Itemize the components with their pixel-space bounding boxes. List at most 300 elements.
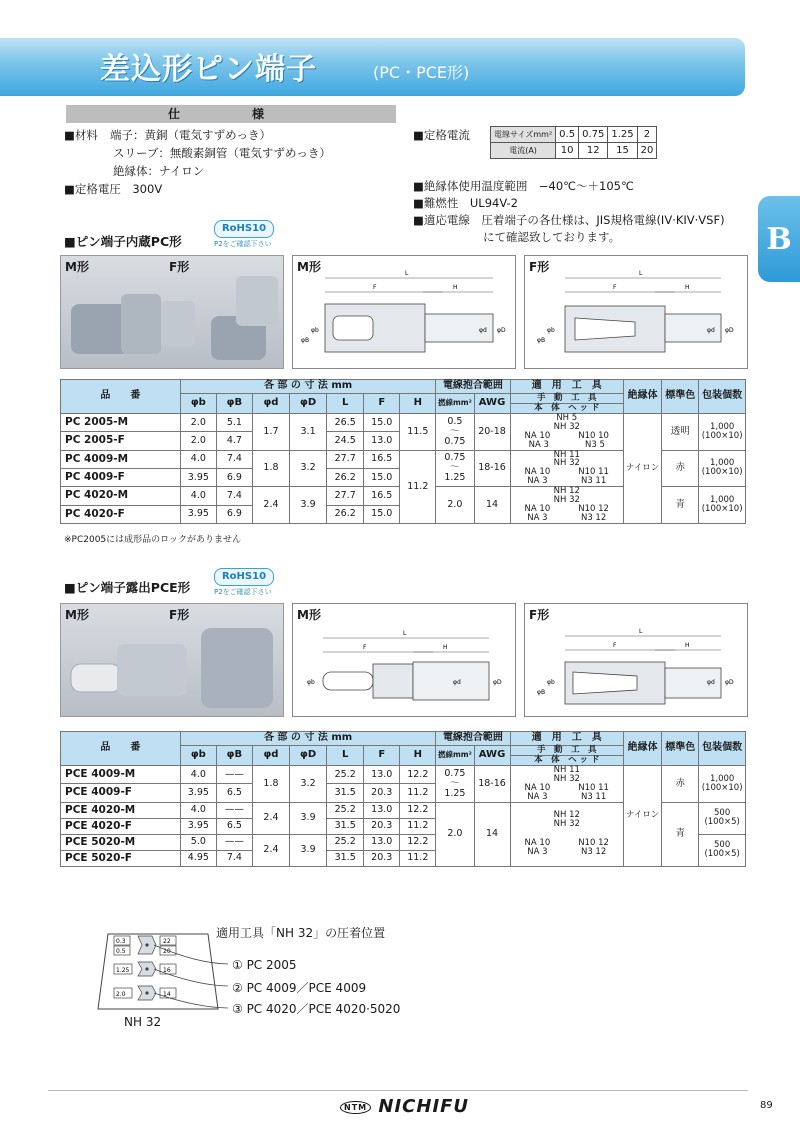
part-number: PCE 5020-M — [61, 834, 181, 850]
pack-breakdown: (100×5) — [704, 849, 740, 860]
cell-phi-D: 3.2 — [290, 765, 327, 802]
pc-m-drawing — [292, 255, 516, 369]
wire-spec-line2: にて確認致しております。 — [483, 230, 621, 244]
th-H: H — [400, 394, 436, 414]
cell-H: 11.2 — [400, 850, 436, 866]
cell-phi-B: 6.9 — [216, 468, 252, 486]
temp-range: ■絶縁体使用温度範囲 −40℃〜＋105℃ — [413, 179, 634, 193]
cell-phi-d: 2.4 — [252, 487, 289, 524]
th-color: 標準色 — [662, 380, 699, 414]
cell-phi-b: 3.95 — [180, 784, 216, 802]
rohs-badge[interactable]: RoHS10 — [214, 568, 274, 586]
pce-f-body — [201, 628, 273, 708]
wire-mm-min: 0.75 — [444, 452, 466, 464]
cell-phi-B: 7.4 — [216, 450, 252, 468]
dim-L: L — [403, 630, 407, 637]
page-number: 89 — [760, 1100, 773, 1111]
wire-mm-tilde: 〜 — [450, 462, 460, 474]
crimp-item: ③ PC 4020／PCE 4020·5020 — [232, 1002, 401, 1016]
tool-body: NA 3 — [528, 439, 549, 450]
die-awg: 22 — [163, 938, 171, 945]
th-color: 標準色 — [662, 732, 699, 766]
die-awg: 20 — [163, 948, 171, 955]
page-subtitle: (PC・PCE形) — [373, 63, 470, 82]
pc-drawing-m-label: M形 — [297, 260, 321, 274]
wire-spec-line1: ■適応電線 圧着端子の各仕様は、JIS規格電線(IV·KIV·VSF) — [413, 213, 725, 227]
tool-body: NA 3 — [527, 791, 548, 802]
th-wire-mm: 撚線mm² — [436, 394, 474, 414]
cell-L: 24.5 — [327, 432, 364, 450]
current-cell: 0.75 — [579, 127, 608, 143]
cell-phi-B: 4.7 — [216, 432, 252, 450]
crimp-tool-name: NH 32 — [124, 1015, 162, 1029]
die-size: 1.25 — [116, 967, 130, 974]
dim-F: F — [613, 284, 617, 291]
pack-count: 1,000 — [709, 773, 735, 784]
cell-wire-mm — [436, 450, 474, 487]
cell-pack — [699, 834, 746, 866]
dim-H: H — [685, 284, 690, 291]
th-insulator: 絶縁体 — [624, 380, 662, 414]
th-body-head: 本 体 ヘ ッ ド — [510, 403, 623, 413]
wire-mm-max: 1.25 — [444, 787, 466, 799]
current-cell: 12 — [579, 143, 608, 159]
dim-phi-D: φD — [725, 679, 734, 686]
cell-wire-mm: 2.0 — [436, 487, 474, 524]
tool-nh: NH 32 — [553, 773, 580, 784]
die-pos-dot-2 — [145, 967, 148, 970]
th-phi-B: φB — [216, 746, 252, 766]
material-sleeve: スリーブ：無酸素銅管（電気すずめっき） — [113, 146, 331, 160]
cell-phi-b: 4.95 — [180, 850, 216, 866]
pack-count: 1,000 — [709, 495, 735, 506]
tool-body: NA 3 — [527, 476, 548, 487]
current-table-head: 電流(A) — [491, 143, 556, 159]
crimp-item: ② PC 4009／PCE 4009 — [232, 981, 367, 995]
cell-phi-b: 2.0 — [180, 432, 216, 450]
pce-m-housing — [373, 664, 413, 698]
rated-voltage: ■定格電圧 300V — [64, 182, 163, 196]
pce-product-photo — [60, 603, 284, 717]
th-pack: 包装個数 — [699, 380, 746, 414]
pc-m-pin — [333, 316, 373, 340]
cell-awg: 14 — [474, 802, 510, 866]
cell-phi-b: 4.0 — [180, 765, 216, 783]
cell-color: 赤 — [662, 450, 699, 487]
dim-L: L — [405, 270, 409, 277]
tool-nh: NH 32 — [553, 421, 580, 432]
pc-m-tip — [161, 301, 195, 347]
pce-photo-f-label: F形 — [169, 608, 190, 622]
tool-nh: NH 12 — [553, 486, 580, 497]
rohs-badge[interactable]: RoHS10 — [214, 220, 274, 238]
pack-count: 1,000 — [709, 458, 735, 469]
spec-heading: 仕 様 — [66, 105, 396, 123]
dim-F: F — [363, 644, 367, 651]
tool-head: N10 10 — [578, 430, 609, 441]
dim-phi-b: φb — [307, 679, 315, 686]
cell-F: 20.3 — [364, 818, 400, 834]
pce-m-drawing — [292, 603, 516, 717]
cell-L: 26.2 — [327, 468, 364, 486]
cell-phi-D: 3.2 — [290, 450, 327, 487]
cell-L: 27.7 — [327, 450, 364, 468]
tool-nh: NH 11 — [553, 449, 580, 460]
cell-awg: 14 — [474, 487, 510, 524]
cell-phi-B: 6.5 — [216, 818, 252, 834]
cell-phi-B: 6.5 — [216, 784, 252, 802]
cell-insulator: ナイロン — [624, 765, 662, 866]
cell-phi-b: 4.0 — [180, 802, 216, 818]
cell-phi-d: 1.7 — [252, 413, 289, 450]
pce-m-pin — [71, 664, 121, 692]
dim-phi-b: φb — [547, 327, 555, 334]
pack-breakdown: (100×10) — [701, 467, 743, 478]
tool-body: NA 10 — [524, 430, 551, 441]
cell-F: 13.0 — [364, 432, 400, 450]
cell-wire-mm — [436, 765, 474, 802]
dim-H: H — [685, 642, 690, 649]
th-hand-tool: 手 動 工 具 — [510, 394, 623, 404]
cell-F: 20.3 — [364, 784, 400, 802]
pack-breakdown: (100×5) — [704, 817, 740, 828]
cell-H: 11.2 — [400, 818, 436, 834]
part-number: PC 4020-F — [61, 505, 181, 523]
dim-phi-D: φD — [497, 327, 506, 334]
tool-body: NA 3 — [527, 512, 548, 523]
cell-phi-D: 3.9 — [290, 487, 327, 524]
cell-phi-b: 3.95 — [180, 505, 216, 523]
pc-f-body — [236, 276, 278, 326]
cell-H: 11.2 — [400, 450, 436, 523]
th-phi-d: φd — [252, 746, 289, 766]
cell-H: 12.2 — [400, 802, 436, 818]
crimp-title: 適用工具「NH 32」の圧着位置 — [216, 926, 386, 940]
dim-phi-d: φd — [479, 327, 487, 334]
th-dims: 各 部 の 寸 法 mm — [180, 732, 436, 746]
cell-phi-D: 3.9 — [290, 802, 327, 834]
cell-phi-B: —— — [216, 802, 252, 818]
cell-wire-mm — [436, 413, 474, 450]
cell-tools — [510, 802, 623, 866]
dim-L: L — [639, 628, 643, 635]
tool-head: N10 11 — [578, 782, 609, 793]
nh32-die-diagram — [88, 924, 228, 1020]
th-body-head: 本 体 ヘ ッ ド — [510, 755, 623, 765]
pc-m-drawing-svg — [293, 256, 515, 368]
tool-body: NA 10 — [524, 504, 551, 515]
pack-count: 500 — [714, 808, 731, 819]
th-dims: 各 部 の 寸 法 mm — [180, 380, 436, 394]
tool-head: N10 12 — [578, 504, 609, 515]
part-number: PCE 4020-F — [61, 818, 181, 834]
cell-color: 赤 — [662, 765, 699, 802]
tool-head: N3 5 — [585, 439, 605, 450]
logo-text: NICHIFU — [378, 1096, 470, 1117]
rated-current-table — [490, 126, 657, 159]
cell-phi-B: 6.9 — [216, 505, 252, 523]
cell-F: 16.5 — [364, 487, 400, 505]
th-awg: AWG — [474, 394, 510, 414]
pc-spec-table — [60, 379, 746, 524]
part-number: PC 4009-M — [61, 450, 181, 468]
cell-H: 12.2 — [400, 834, 436, 850]
cell-phi-b: 2.0 — [180, 413, 216, 431]
die-pos-dot-3 — [145, 991, 148, 994]
cell-color: 透明 — [662, 413, 699, 450]
pc-drawing-f-label: F形 — [529, 260, 550, 274]
cell-L: 25.2 — [327, 802, 364, 818]
cell-phi-d: 2.4 — [252, 834, 289, 866]
dim-F: F — [613, 642, 617, 649]
part-number: PCE 5020-F — [61, 850, 181, 866]
die-awg: 14 — [163, 991, 171, 998]
dim-phi-B: φB — [301, 337, 310, 344]
cell-phi-d: 2.4 — [252, 802, 289, 834]
wire-mm-max: 0.75 — [444, 435, 466, 447]
part-number: PCE 4020-M — [61, 802, 181, 818]
wire-mm-min: 0.5 — [447, 415, 463, 427]
cell-L: 26.5 — [327, 413, 364, 431]
current-cell: 1.25 — [608, 127, 637, 143]
pc-f-drawing — [524, 255, 748, 369]
th-phi-D: φD — [290, 394, 327, 414]
tool-body: NA 10 — [524, 467, 551, 478]
pc-table-note: ※PC2005には成形品のロックがありません — [64, 535, 241, 545]
cell-phi-b: 4.0 — [180, 487, 216, 505]
cell-L: 25.2 — [327, 834, 364, 850]
cell-H: 11.2 — [400, 784, 436, 802]
dim-phi-d: φd — [707, 679, 715, 686]
th-L: L — [327, 746, 364, 766]
cell-phi-b: 3.95 — [180, 818, 216, 834]
cell-phi-d: 1.8 — [252, 765, 289, 802]
pc-f-drawing-svg — [525, 256, 747, 368]
pce-m-barrel — [413, 662, 489, 700]
tool-nh: NH 12 — [553, 810, 580, 821]
th-hand-tool: 手 動 工 具 — [510, 746, 623, 756]
th-F: F — [364, 746, 400, 766]
pc-m-body — [121, 294, 161, 354]
pce-f-drawing — [524, 603, 748, 717]
th-phi-d: φd — [252, 394, 289, 414]
tool-nh: NH 5 — [556, 412, 578, 423]
pack-count: 500 — [714, 840, 731, 851]
th-pack: 包装個数 — [699, 732, 746, 766]
rohs-note: P2をご確認下さい — [214, 240, 272, 248]
cell-pack — [699, 450, 746, 487]
page-title: 差込形ピン端子 — [100, 52, 317, 87]
cell-phi-B: 7.4 — [216, 487, 252, 505]
tool-nh: NH 32 — [553, 458, 580, 469]
cell-awg: 20-18 — [474, 413, 510, 450]
wire-mm-tilde: 〜 — [450, 777, 460, 789]
section-pce-title: ■ピン端子露出PCE形 — [64, 580, 191, 595]
cell-tools — [510, 765, 623, 802]
th-part-no: 品 番 — [61, 732, 181, 766]
crimp-item: ① PC 2005 — [232, 958, 297, 972]
cell-F: 13.0 — [364, 834, 400, 850]
section-pc-title: ■ピン端子内蔵PC形 — [64, 234, 182, 249]
th-phi-b: φb — [180, 394, 216, 414]
part-number: PCE 4009-F — [61, 784, 181, 802]
cell-F: 16.5 — [364, 450, 400, 468]
cell-H: 11.5 — [400, 413, 436, 450]
current-cell: 20 — [637, 143, 657, 159]
cell-L: 31.5 — [327, 784, 364, 802]
die-size: 0.5 — [116, 948, 126, 955]
dim-H: H — [453, 284, 458, 291]
tool-head: N3 11 — [580, 476, 607, 487]
cell-L: 27.7 — [327, 487, 364, 505]
pce-f-socket — [573, 672, 637, 694]
th-phi-B: φB — [216, 394, 252, 414]
current-cell: 0.5 — [556, 127, 579, 143]
cell-H: 12.2 — [400, 765, 436, 783]
cell-tools — [510, 450, 623, 487]
th-wire-range: 電線抱合範囲 — [436, 732, 510, 746]
pce-photo-m-label: M形 — [65, 608, 89, 622]
cell-phi-B: 7.4 — [216, 850, 252, 866]
dim-phi-D: φD — [493, 679, 502, 686]
dim-phi-b: φb — [311, 327, 319, 334]
cell-L: 31.5 — [327, 818, 364, 834]
tool-nh: NH 11 — [553, 764, 580, 775]
th-tool: 適 用 工 具 — [510, 380, 623, 394]
cell-phi-B: —— — [216, 765, 252, 783]
pce-m-pin-shape — [323, 672, 373, 690]
pce-m-body — [117, 644, 187, 696]
material-terminal: 端子：黄銅（電気すずめっき） — [110, 128, 271, 142]
th-wire-range: 電線抱合範囲 — [436, 380, 510, 394]
die-awg: 16 — [163, 967, 171, 974]
pack-breakdown: (100×10) — [701, 430, 743, 441]
wire-mm-min: 0.75 — [444, 767, 466, 779]
pc-photo-m-label: M形 — [65, 260, 89, 274]
dim-phi-B: φB — [537, 689, 546, 696]
cell-phi-B: —— — [216, 834, 252, 850]
rohs-note: P2をご確認下さい — [214, 588, 272, 596]
pc-photo-f-label: F形 — [169, 260, 190, 274]
pc-product-photo — [60, 255, 284, 369]
th-phi-D: φD — [290, 746, 327, 766]
cell-F: 15.0 — [364, 468, 400, 486]
tool-head: N3 12 — [580, 512, 607, 523]
th-F: F — [364, 394, 400, 414]
cell-pack — [699, 765, 746, 802]
tool-head: N10 12 — [578, 838, 609, 849]
cell-L: 25.2 — [327, 765, 364, 783]
die-pos-dot-1 — [145, 943, 148, 946]
part-number: PC 4020-M — [61, 487, 181, 505]
dim-phi-d: φd — [453, 679, 461, 686]
cell-pack — [699, 413, 746, 450]
tool-nh: NH 32 — [553, 495, 580, 506]
current-cell: 10 — [556, 143, 579, 159]
current-table-head: 電線サイズmm² — [491, 127, 556, 143]
cell-tools — [510, 487, 623, 524]
section-tab[interactable]: B — [758, 196, 800, 282]
die-size: 0.3 — [116, 938, 126, 945]
dim-phi-b: φb — [547, 679, 555, 686]
tool-nh: NH 32 — [553, 819, 580, 830]
cell-tools — [510, 413, 623, 450]
cell-phi-D: 3.1 — [290, 413, 327, 450]
th-awg: AWG — [474, 746, 510, 766]
pack-breakdown: (100×10) — [701, 504, 743, 515]
th-part-no: 品 番 — [61, 380, 181, 414]
pce-drawing-f-label: F形 — [529, 608, 550, 622]
pce-f-drawing-svg — [525, 604, 747, 716]
cell-phi-b: 5.0 — [180, 834, 216, 850]
cell-L: 31.5 — [327, 850, 364, 866]
rated-current-label: ■定格電流 — [413, 128, 470, 142]
cell-color: 青 — [662, 802, 699, 866]
pce-spec-table — [60, 731, 746, 867]
part-number: PC 2005-F — [61, 432, 181, 450]
dim-phi-D: φD — [725, 327, 734, 334]
th-wire-mm: 撚線mm² — [436, 746, 474, 766]
th-phi-b: φb — [180, 746, 216, 766]
dim-L: L — [639, 270, 643, 277]
part-number: PC 4009-F — [61, 468, 181, 486]
current-cell: 2 — [637, 127, 657, 143]
cell-awg: 18-16 — [474, 765, 510, 802]
cell-F: 20.3 — [364, 850, 400, 866]
tool-head: N10 11 — [578, 467, 609, 478]
cell-color: 青 — [662, 487, 699, 524]
wire-mm-max: 1.25 — [444, 472, 466, 484]
pack-count: 1,000 — [709, 421, 735, 432]
cell-wire-mm: 2.0 — [436, 802, 474, 866]
cell-pack — [699, 487, 746, 524]
footer-divider — [48, 1090, 748, 1091]
cell-phi-B: 5.1 — [216, 413, 252, 431]
nichifu-logo — [340, 1096, 469, 1117]
cell-F: 15.0 — [364, 413, 400, 431]
dim-H: H — [443, 644, 448, 651]
cell-F: 13.0 — [364, 802, 400, 818]
th-L: L — [327, 394, 364, 414]
tool-head: N3 12 — [580, 846, 607, 857]
pce-drawing-m-label: M形 — [297, 608, 321, 622]
ntm-logo-mark: NTM — [340, 1101, 371, 1114]
cell-F: 13.0 — [364, 765, 400, 783]
cell-L: 26.2 — [327, 505, 364, 523]
dim-phi-B: φB — [537, 337, 546, 344]
part-number: PCE 4009-M — [61, 765, 181, 783]
tool-body: NA 10 — [524, 838, 551, 849]
pack-breakdown: (100×10) — [701, 782, 743, 793]
part-number: PC 2005-M — [61, 413, 181, 431]
wire-mm-tilde: 〜 — [450, 425, 460, 437]
tool-head: N3 11 — [580, 791, 607, 802]
cell-insulator: ナイロン — [624, 413, 662, 523]
cell-awg: 18-16 — [474, 450, 510, 487]
th-H: H — [400, 746, 436, 766]
dim-phi-d: φd — [707, 327, 715, 334]
cell-pack — [699, 802, 746, 834]
cell-F: 15.0 — [364, 505, 400, 523]
cell-phi-D: 3.9 — [290, 834, 327, 866]
cell-phi-b: 4.0 — [180, 450, 216, 468]
pce-m-drawing-svg — [293, 604, 515, 716]
dim-F: F — [373, 284, 377, 291]
th-insulator: 絶縁体 — [624, 732, 662, 766]
th-tool: 適 用 工 具 — [510, 732, 623, 746]
tool-body: NA 10 — [524, 782, 551, 793]
cell-phi-d: 1.8 — [252, 450, 289, 487]
